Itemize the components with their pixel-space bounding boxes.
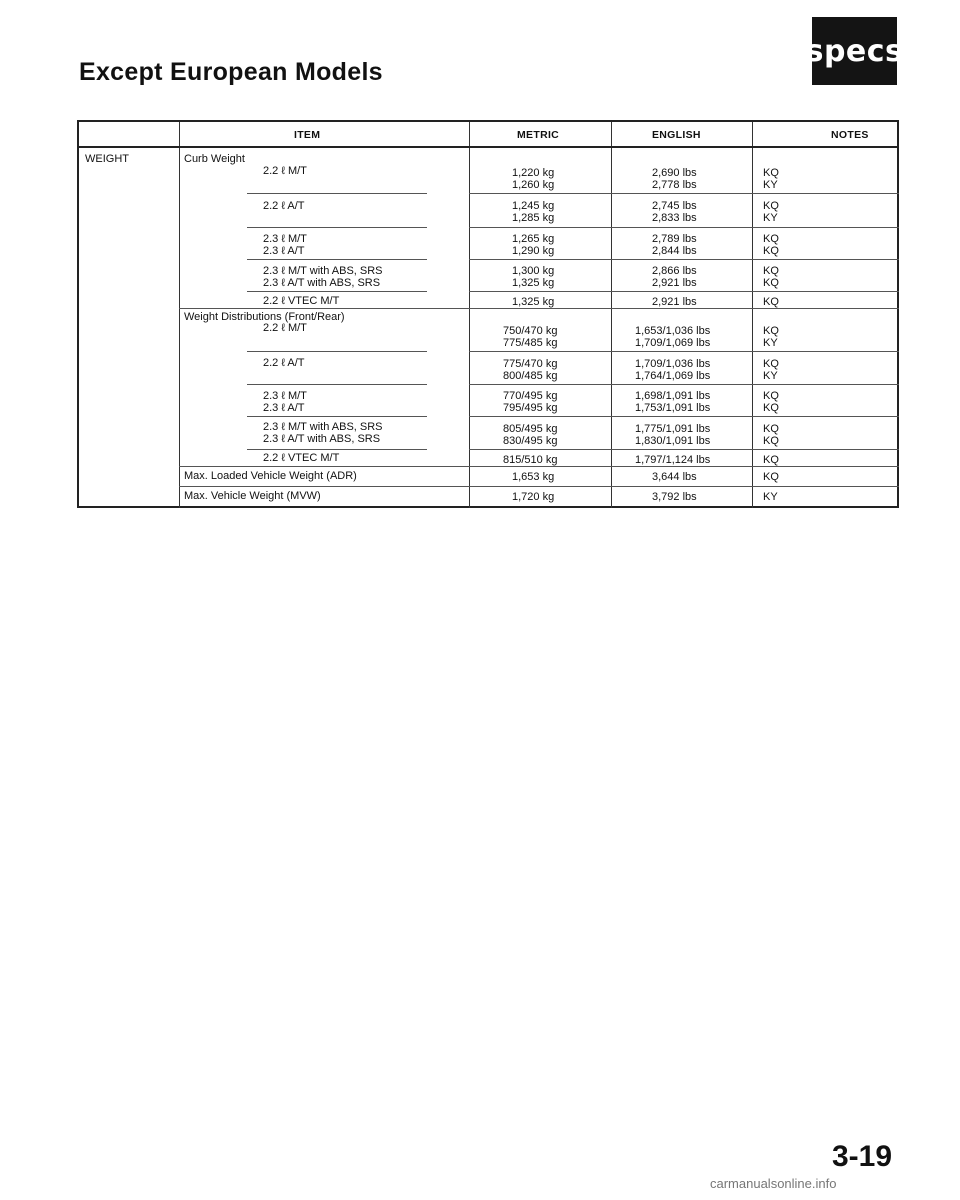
english-value: 1,653/1,036 lbs	[635, 325, 711, 337]
metric-value: 1,265 kg	[512, 233, 555, 245]
column-divider	[752, 122, 753, 508]
note-code: KY	[763, 179, 778, 191]
english-value: 3,644 lbs	[652, 471, 697, 483]
metric-value: 1,220 kg	[512, 167, 555, 179]
row-divider	[247, 227, 427, 228]
metric-value: 1,720 kg	[512, 491, 555, 503]
item-label: 2.3 ℓ A/T with ABS, SRS	[263, 433, 381, 445]
row-divider	[469, 416, 899, 417]
note-code: KQ	[763, 167, 779, 179]
item-label: 2.3 ℓ A/T with ABS, SRS	[263, 277, 381, 289]
metric-value: 1,325 kg	[512, 296, 555, 308]
item-label: 2.2 ℓ M/T	[263, 165, 307, 177]
note-code: KQ	[763, 402, 779, 414]
metric-value: 1,245 kg	[512, 200, 555, 212]
row-divider	[247, 193, 427, 194]
english-value: 3,792 lbs	[652, 491, 697, 503]
row-divider	[179, 466, 899, 467]
english-value: 2,921 lbs	[652, 296, 697, 308]
english-value: 1,830/1,091 lbs	[635, 435, 711, 447]
metric-value: 830/495 kg	[503, 435, 558, 447]
english-value: 1,698/1,091 lbs	[635, 390, 711, 402]
note-code: KQ	[763, 358, 779, 370]
metric-value: 1,653 kg	[512, 471, 555, 483]
item-label: 2.2 ℓ M/T	[263, 322, 307, 334]
english-value: 2,866 lbs	[652, 265, 697, 277]
item-label: Max. Loaded Vehicle Weight (ADR)	[184, 470, 357, 482]
english-value: 2,844 lbs	[652, 245, 697, 257]
category-label: WEIGHT	[85, 153, 129, 165]
note-code: KQ	[763, 435, 779, 447]
metric-value: 1,290 kg	[512, 245, 555, 257]
column-divider	[469, 122, 470, 508]
item-label: 2.3 ℓ M/T	[263, 390, 307, 402]
metric-value: 770/495 kg	[503, 390, 558, 402]
page-number: 3-19	[832, 1140, 893, 1173]
item-label: 2.3 ℓ A/T	[263, 402, 305, 414]
item-label: 2.3 ℓ M/T with ABS, SRS	[263, 421, 383, 433]
note-code: KQ	[763, 245, 779, 257]
specs-badge: specs	[810, 15, 899, 87]
note-code: KQ	[763, 277, 779, 289]
note-code: KQ	[763, 454, 779, 466]
metric-value: 795/495 kg	[503, 402, 558, 414]
row-divider	[247, 416, 427, 417]
note-code: KY	[763, 337, 778, 349]
note-code: KQ	[763, 325, 779, 337]
note-code: KQ	[763, 296, 779, 308]
english-value: 1,775/1,091 lbs	[635, 423, 711, 435]
row-divider	[247, 384, 427, 385]
note-code: KQ	[763, 423, 779, 435]
english-value: 1,709/1,069 lbs	[635, 337, 711, 349]
row-divider	[179, 486, 899, 487]
english-value: 2,921 lbs	[652, 277, 697, 289]
header-divider	[79, 146, 899, 148]
item-label: 2.3 ℓ M/T	[263, 233, 307, 245]
section-title: Weight Distributions (Front/Rear)	[184, 311, 345, 323]
note-code: KQ	[763, 390, 779, 402]
english-value: 1,797/1,124 lbs	[635, 454, 711, 466]
item-label: 2.2 ℓ VTEC M/T	[263, 452, 340, 464]
item-label: 2.3 ℓ M/T with ABS, SRS	[263, 265, 383, 277]
metric-value: 775/485 kg	[503, 337, 558, 349]
column-divider	[179, 122, 180, 508]
item-label: 2.2 ℓ A/T	[263, 357, 305, 369]
note-code: KQ	[763, 471, 779, 483]
row-divider	[469, 193, 899, 194]
row-divider	[469, 449, 899, 450]
metric-value: 1,325 kg	[512, 277, 555, 289]
column-divider	[611, 122, 612, 508]
english-value: 1,709/1,036 lbs	[635, 358, 711, 370]
english-value: 2,778 lbs	[652, 179, 697, 191]
note-code: KY	[763, 212, 778, 224]
metric-value: 1,300 kg	[512, 265, 555, 277]
footer-watermark: carmanualsonline.info	[710, 1176, 837, 1191]
row-divider	[469, 384, 899, 385]
row-divider	[247, 259, 427, 260]
item-label: 2.2 ℓ VTEC M/T	[263, 295, 340, 307]
row-divider	[469, 259, 899, 260]
header-notes: NOTES	[831, 129, 869, 141]
note-code: KQ	[763, 265, 779, 277]
note-code: KY	[763, 370, 778, 382]
section-title: Curb Weight	[184, 153, 245, 165]
metric-value: 775/470 kg	[503, 358, 558, 370]
item-label: 2.2 ℓ A/T	[263, 200, 305, 212]
row-divider	[247, 291, 427, 292]
header-item: ITEM	[294, 129, 321, 141]
header-english: ENGLISH	[652, 129, 701, 141]
page-title: Except European Models	[79, 58, 383, 86]
english-value: 2,789 lbs	[652, 233, 697, 245]
section-divider	[179, 308, 899, 309]
item-label: 2.3 ℓ A/T	[263, 245, 305, 257]
metric-value: 1,285 kg	[512, 212, 555, 224]
row-divider	[247, 351, 427, 352]
english-value: 2,690 lbs	[652, 167, 697, 179]
row-divider	[247, 449, 427, 450]
note-code: KQ	[763, 233, 779, 245]
row-divider	[469, 291, 899, 292]
metric-value: 750/470 kg	[503, 325, 558, 337]
english-value: 1,753/1,091 lbs	[635, 402, 711, 414]
note-code: KQ	[763, 200, 779, 212]
spec-table	[77, 120, 899, 508]
metric-value: 800/485 kg	[503, 370, 558, 382]
item-label: Max. Vehicle Weight (MVW)	[184, 490, 321, 502]
row-divider	[469, 351, 899, 352]
row-divider	[469, 227, 899, 228]
note-code: KY	[763, 491, 778, 503]
english-value: 2,833 lbs	[652, 212, 697, 224]
metric-value: 805/495 kg	[503, 423, 558, 435]
english-value: 1,764/1,069 lbs	[635, 370, 711, 382]
english-value: 2,745 lbs	[652, 200, 697, 212]
header-metric: METRIC	[517, 129, 560, 141]
metric-value: 815/510 kg	[503, 454, 558, 466]
metric-value: 1,260 kg	[512, 179, 555, 191]
